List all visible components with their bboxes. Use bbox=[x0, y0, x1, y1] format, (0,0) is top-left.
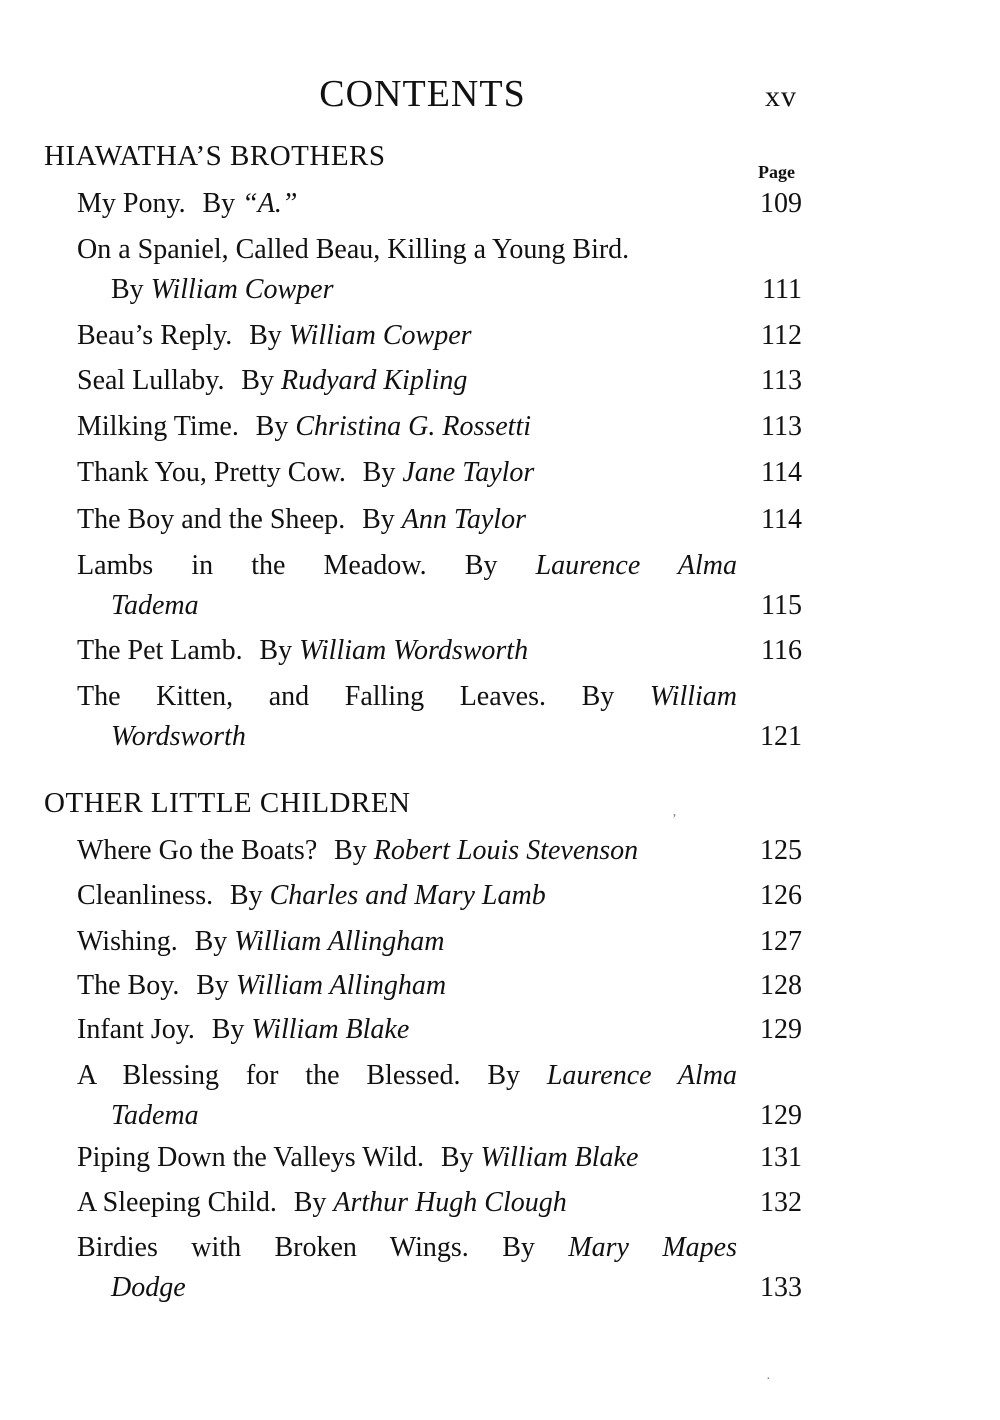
entry-author-continued: Tadema bbox=[111, 1100, 199, 1131]
toc-entry[interactable] bbox=[77, 1183, 802, 1223]
entry-page-number: 116 bbox=[761, 635, 802, 666]
entry-by: By bbox=[464, 550, 498, 581]
entry-title: Wishing. bbox=[77, 926, 178, 957]
entry-title: Birdies with Broken Wings. bbox=[77, 1232, 469, 1263]
entry-page-number: 115 bbox=[761, 590, 802, 621]
entry-author: Laurence Alma bbox=[546, 1060, 737, 1091]
entry-author: William bbox=[649, 681, 738, 712]
toc-entry[interactable] bbox=[77, 1228, 802, 1308]
entry-author: Charles and Mary Lamb bbox=[269, 880, 546, 911]
entry-title: A Blessing for the Blessed. bbox=[77, 1060, 461, 1091]
entry-page-number: 129 bbox=[760, 1100, 802, 1131]
toc-entry[interactable] bbox=[77, 876, 802, 916]
entry-author-continued: Wordsworth bbox=[111, 721, 246, 752]
entry-page-number: 131 bbox=[760, 1142, 802, 1173]
toc-entry[interactable] bbox=[77, 631, 802, 671]
entry-by: By bbox=[202, 188, 236, 219]
entry-title: The Kitten, and Falling Leaves. bbox=[77, 681, 546, 712]
entry-title: Seal Lullaby. bbox=[77, 365, 225, 396]
entry-author-continued: Dodge bbox=[111, 1272, 186, 1303]
entry-title: On a Spaniel, Called Beau, Killing a Young Bird. bbox=[77, 234, 630, 265]
toc-entry[interactable] bbox=[77, 966, 802, 1006]
entry-author: William Blake bbox=[251, 1014, 410, 1045]
entry-page-number: 126 bbox=[760, 880, 802, 911]
entry-author: William Blake bbox=[480, 1142, 639, 1173]
entry-title: Beau’s Reply. bbox=[77, 320, 233, 351]
entry-title: The Boy and the Sheep. bbox=[77, 504, 346, 535]
toc-entry[interactable] bbox=[77, 831, 802, 871]
toc-entry[interactable] bbox=[77, 184, 802, 224]
entry-page-number: 129 bbox=[760, 1014, 802, 1045]
entry-author: William Wordsworth bbox=[299, 635, 529, 666]
entry-by: By bbox=[249, 320, 282, 351]
entry-by: By bbox=[211, 1014, 245, 1045]
running-title: CONTENTS bbox=[319, 73, 526, 115]
entry-author: William Cowper bbox=[288, 320, 472, 351]
entry-author: Ann Taylor bbox=[401, 504, 526, 535]
toc-entry[interactable] bbox=[77, 500, 802, 540]
entry-title: My Pony. bbox=[77, 188, 186, 219]
entry-page-number: 127 bbox=[760, 926, 802, 957]
entry-author: William Allingham bbox=[234, 926, 445, 957]
entry-by: By bbox=[259, 635, 293, 666]
entry-author: Christina G. Rossetti bbox=[295, 411, 532, 442]
print-speck-mark: ’ bbox=[672, 812, 677, 827]
entry-page-number: 128 bbox=[760, 970, 802, 1001]
entry-title: Cleanliness. bbox=[77, 880, 214, 911]
entry-title: The Pet Lamb. bbox=[77, 635, 243, 666]
toc-entry[interactable] bbox=[77, 1138, 802, 1178]
entry-page-number: 113 bbox=[761, 411, 802, 442]
entry-title: Thank You, Pretty Cow. bbox=[77, 457, 346, 488]
entry-title: Infant Joy. bbox=[77, 1014, 195, 1045]
section-heading: OTHER LITTLE CHILDREN bbox=[44, 787, 411, 819]
entry-title: Where Go the Boats? bbox=[77, 835, 318, 866]
entry-by: By bbox=[196, 970, 229, 1001]
entry-page-number: 114 bbox=[761, 457, 802, 488]
toc-entry[interactable] bbox=[77, 546, 802, 626]
entry-by: By bbox=[362, 504, 395, 535]
entry-by: By bbox=[229, 880, 263, 911]
page-folio: xv bbox=[765, 80, 797, 113]
entry-page-number: 125 bbox=[760, 835, 802, 866]
toc-entry[interactable] bbox=[77, 453, 802, 493]
entry-author: William Allingham bbox=[235, 970, 447, 1001]
entry-author-continued: Tadema bbox=[111, 590, 199, 621]
toc-entry[interactable] bbox=[77, 1010, 802, 1050]
entry-page-number: 111 bbox=[762, 274, 802, 305]
entry-author: William Cowper bbox=[150, 274, 334, 305]
entry-page-number: 133 bbox=[760, 1272, 802, 1303]
entry-author: Mary Mapes bbox=[568, 1232, 737, 1263]
toc-entry[interactable] bbox=[77, 677, 802, 757]
entry-title: Lambs in the Meadow. bbox=[77, 550, 427, 581]
entry-author: Laurence Alma bbox=[535, 550, 737, 581]
print-speck-mark: · bbox=[766, 1372, 771, 1387]
toc-entry[interactable] bbox=[77, 316, 802, 356]
entry-author: “A.” bbox=[242, 188, 298, 219]
entry-page-number: 112 bbox=[761, 320, 802, 351]
entry-title: The Boy. bbox=[77, 970, 180, 1001]
entry-page-number: 114 bbox=[761, 504, 802, 535]
entry-title: A Sleeping Child. bbox=[77, 1187, 277, 1218]
entry-by: By bbox=[194, 926, 228, 957]
entry-by: By bbox=[241, 365, 274, 396]
entry-by: By bbox=[440, 1142, 474, 1173]
entry-page-number: 109 bbox=[760, 188, 802, 219]
entry-author: Robert Louis Stevenson bbox=[373, 835, 639, 866]
entry-page-number: 121 bbox=[760, 721, 802, 752]
entry-page-number: 113 bbox=[761, 365, 802, 396]
entry-by: By bbox=[293, 1187, 327, 1218]
entry-by: By bbox=[581, 681, 615, 712]
entry-by: By bbox=[487, 1060, 520, 1091]
entry-author: Arthur Hugh Clough bbox=[333, 1187, 567, 1218]
entry-by: By bbox=[111, 274, 144, 305]
entry-by: By bbox=[334, 835, 367, 866]
entry-title: Milking Time. bbox=[77, 411, 239, 442]
entry-by: By bbox=[362, 457, 396, 488]
entry-title: Piping Down the Valleys Wild. bbox=[77, 1142, 425, 1173]
section-heading: HIAWATHA’S BROTHERS bbox=[44, 140, 386, 172]
toc-entry[interactable] bbox=[77, 230, 802, 310]
toc-entry[interactable] bbox=[77, 922, 802, 962]
entry-author: Jane Taylor bbox=[402, 457, 535, 488]
page-column-label: Page bbox=[758, 162, 795, 182]
entry-author: Rudyard Kipling bbox=[280, 365, 468, 396]
entry-by: By bbox=[255, 411, 289, 442]
entry-by: By bbox=[502, 1232, 535, 1263]
toc-entry[interactable] bbox=[77, 407, 802, 447]
toc-entry[interactable] bbox=[77, 1056, 802, 1136]
toc-entry[interactable] bbox=[77, 361, 802, 401]
entry-page-number: 132 bbox=[760, 1187, 802, 1218]
